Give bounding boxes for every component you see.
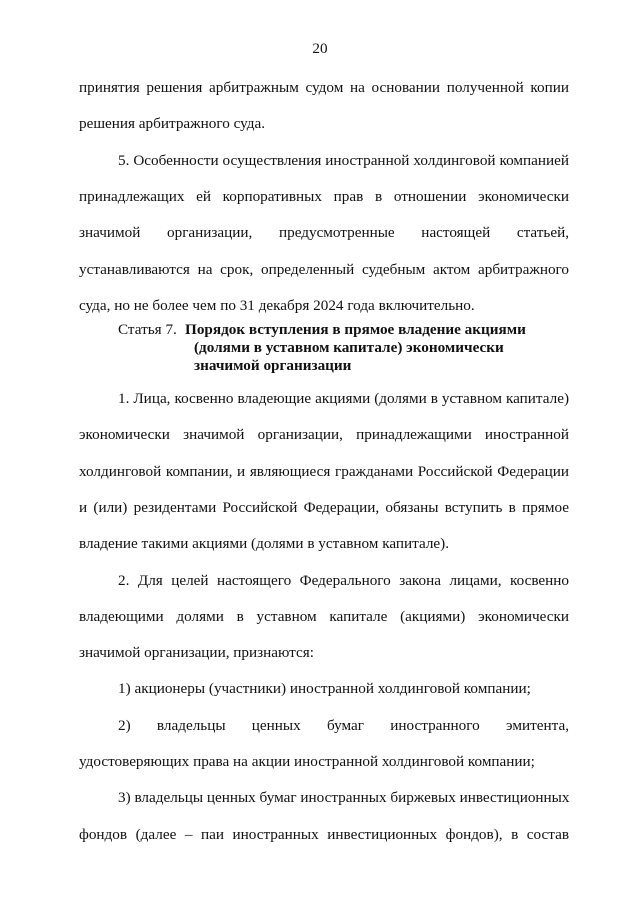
page-number: 20 — [312, 40, 328, 57]
text-line: 5. Особенности осуществления иностранной холдинговой компанией — [118, 151, 569, 169]
article-title — [185, 321, 585, 375]
text-line: устанавливаются на срок, определенный судебным актом арбитражного — [79, 260, 569, 278]
text-line: владение такими акциями (долями в уставном капитале). — [79, 535, 450, 553]
text-line: суда, но не более чем по 31 декабря 2024 года включительно. — [79, 296, 475, 314]
text-line: фондов (далее – паи иностранных инвестиционных фондов), в состав — [79, 825, 569, 843]
text-line: 2) владельцы ценных бумаг иностранного эмитента, — [118, 716, 569, 734]
text-line: 2. Для целей настоящего Федерального закона лицами, косвенно — [118, 571, 569, 589]
text-line: 1. Лица, косвенно владеющие акциями (долями в уставном капитале) — [118, 390, 569, 407]
article-title-line: значимой организации — [194, 357, 352, 374]
text-line: удостоверяющих права на акции иностранной холдинговой компании; — [79, 753, 535, 770]
text-line: холдинговой компании, и являющиеся гражданами Российской Федерации — [79, 462, 569, 480]
text-line: решения арбитражного суда. — [79, 115, 266, 133]
text-line: и (или) резидентами Российской Федерации, обязаны вступить в прямое — [79, 498, 569, 516]
text-line: владеющими долями в уставном капитале (акциями) экономически — [79, 607, 569, 625]
text-line: принятия решения арбитражным судом на основании полученной копии — [79, 79, 569, 96]
text-line: принадлежащих ей корпоративных прав в отношении экономически — [79, 187, 569, 205]
text-line: 3) владельцы ценных бумаг иностранных биржевых инвестиционных — [118, 789, 570, 807]
text-line: экономически значимой организации, принадлежащими иностранной — [79, 426, 569, 444]
article-label: Статья 7. — [118, 321, 177, 338]
text-line: значимой организации, предусмотренные настоящей статьей, — [79, 224, 569, 242]
text-line: значимой организации, признаются: — [79, 644, 314, 662]
text-line: 1) акционеры (участники) иностранной холдинговой компании; — [118, 680, 531, 698]
article-title-line: Порядок вступления в прямое владение акциями — [185, 321, 526, 338]
article-title-line: (долями в уставном капитале) экономически — [194, 339, 504, 356]
